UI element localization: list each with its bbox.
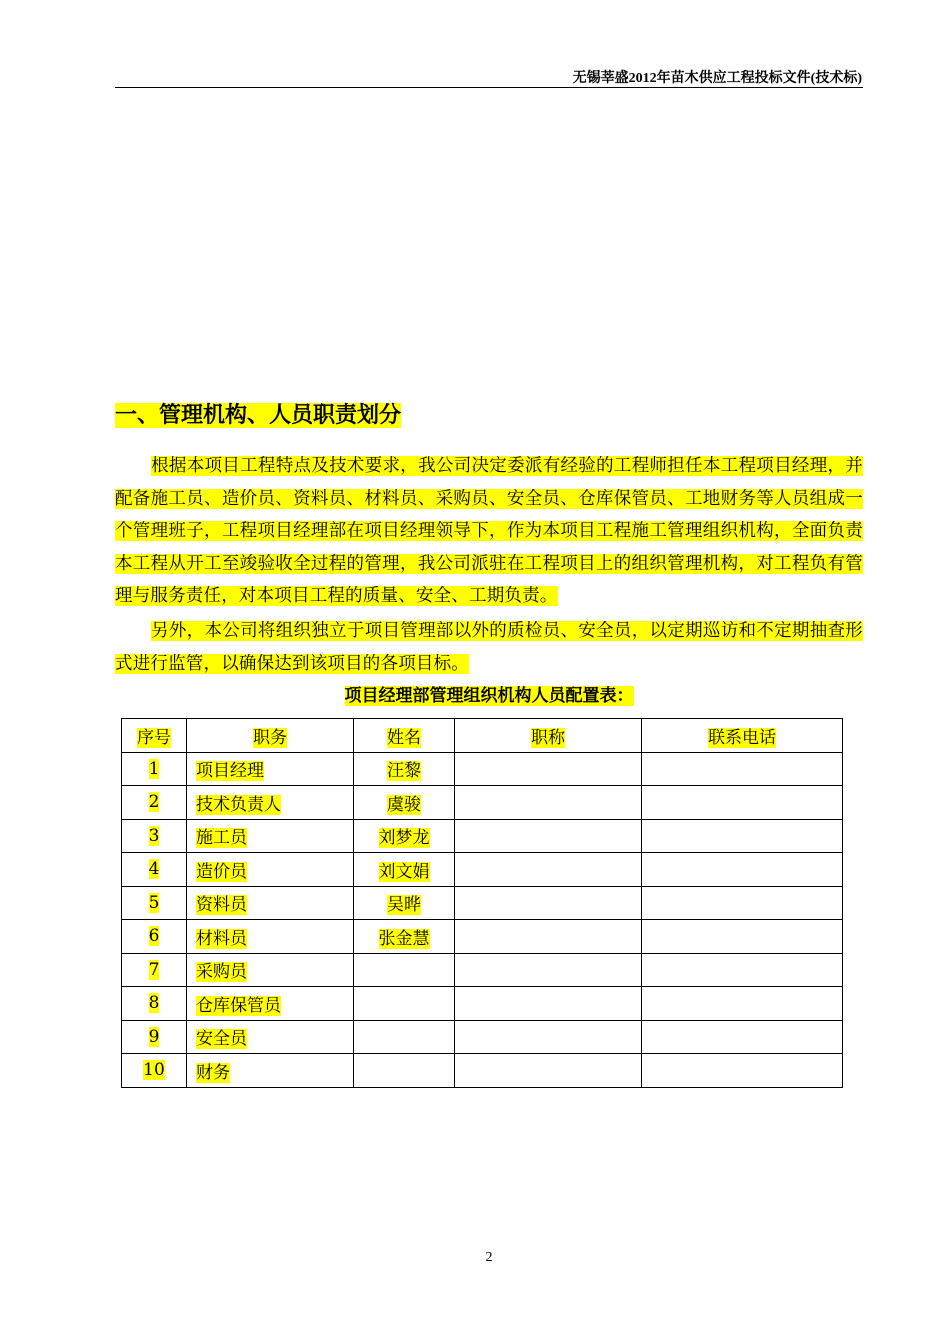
phone-cell bbox=[642, 886, 843, 920]
name-cell: 吴晔 bbox=[354, 886, 455, 920]
index-cell: 10 bbox=[122, 1054, 187, 1088]
position-cell: 资料员 bbox=[187, 886, 354, 920]
table-header-row bbox=[122, 719, 843, 753]
index-cell: 8 bbox=[122, 987, 187, 1021]
title-cell bbox=[455, 1020, 642, 1054]
name-cell bbox=[354, 987, 455, 1021]
name-cell: 刘文娟 bbox=[354, 853, 455, 887]
table-row bbox=[122, 987, 843, 1021]
position-cell: 仓库保管员 bbox=[187, 987, 354, 1021]
paragraph-1-text: 根据本项目工程特点及技术要求，我公司决定委派有经验的工程师担任本工程项目经理，并配备施工员、造价员、资料员、材料员、采购员、安全员、仓库保管员、工地财务等人员组成一个管理班子，工程项目经理部在项目经理领导下，作为本项目工程施工管理组织机构，全面负责本工程从开工至竣验收全过程的管理，我公司派驻在工程项目上的组织管理机构，对工程负有管理与服务责任，对本项目工程的质量、安全、工期负责。 bbox=[115, 456, 863, 606]
position-cell: 采购员 bbox=[187, 953, 354, 987]
position-cell: 财务 bbox=[187, 1054, 354, 1088]
name-cell bbox=[354, 953, 455, 987]
title-cell bbox=[455, 953, 642, 987]
index-cell: 2 bbox=[122, 786, 187, 820]
index-cell: 3 bbox=[122, 819, 187, 853]
table-row bbox=[122, 819, 843, 853]
header-cell-index: 序号 bbox=[122, 719, 187, 753]
document-header: 无锡莘盛2012年苗木供应工程投标文件(技术标) bbox=[572, 71, 862, 86]
position-cell: 材料员 bbox=[187, 920, 354, 954]
staff-table bbox=[121, 718, 843, 1088]
phone-cell bbox=[642, 786, 843, 820]
phone-cell bbox=[642, 819, 843, 853]
table-row bbox=[122, 853, 843, 887]
header-cell-name: 姓名 bbox=[354, 719, 455, 753]
position-cell: 技术负责人 bbox=[187, 786, 354, 820]
title-cell bbox=[455, 786, 642, 820]
phone-cell bbox=[642, 953, 843, 987]
table-row bbox=[122, 786, 843, 820]
header-rule bbox=[115, 87, 863, 88]
title-cell bbox=[455, 1054, 642, 1088]
header-cell-position: 职务 bbox=[187, 719, 354, 753]
table-caption-text: 项目经理部管理组织机构人员配置表： bbox=[344, 686, 634, 706]
table-body bbox=[122, 752, 843, 1087]
table-caption bbox=[0, 682, 950, 710]
position-cell: 施工员 bbox=[187, 819, 354, 853]
paragraph-2-text: 另外，本公司将组织独立于项目管理部以外的质检员、安全员，以定期巡访和不定期抽查形式进行监管，以确保达到该项目的各项目标。 bbox=[115, 621, 863, 674]
phone-cell bbox=[642, 987, 843, 1021]
page-number: 2 bbox=[485, 1250, 493, 1265]
index-cell: 1 bbox=[122, 752, 187, 786]
phone-cell bbox=[642, 752, 843, 786]
name-cell: 汪黎 bbox=[354, 752, 455, 786]
section-heading-text: 一、管理机构、人员职责划分 bbox=[115, 403, 402, 428]
title-cell bbox=[455, 853, 642, 887]
title-cell bbox=[455, 752, 642, 786]
paragraph-2 bbox=[115, 615, 863, 680]
title-cell bbox=[455, 819, 642, 853]
phone-cell bbox=[642, 1020, 843, 1054]
table-row bbox=[122, 953, 843, 987]
table-row bbox=[122, 752, 843, 786]
name-cell: 虞骏 bbox=[354, 786, 455, 820]
name-cell bbox=[354, 1020, 455, 1054]
table-row bbox=[122, 1020, 843, 1054]
index-cell: 9 bbox=[122, 1020, 187, 1054]
phone-cell bbox=[642, 920, 843, 954]
title-cell bbox=[455, 920, 642, 954]
position-cell: 造价员 bbox=[187, 853, 354, 887]
position-cell: 安全员 bbox=[187, 1020, 354, 1054]
name-cell: 刘梦龙 bbox=[354, 819, 455, 853]
paragraph-1 bbox=[115, 450, 863, 613]
title-cell bbox=[455, 886, 642, 920]
name-cell: 张金慧 bbox=[354, 920, 455, 954]
phone-cell bbox=[642, 1054, 843, 1088]
name-cell bbox=[354, 1054, 455, 1088]
title-cell bbox=[455, 987, 642, 1021]
header-cell-phone: 联系电话 bbox=[642, 719, 843, 753]
index-cell: 7 bbox=[122, 953, 187, 987]
table-row bbox=[122, 920, 843, 954]
section-heading bbox=[115, 400, 401, 432]
position-cell: 项目经理 bbox=[187, 752, 354, 786]
index-cell: 4 bbox=[122, 853, 187, 887]
header-cell-title: 职称 bbox=[455, 719, 642, 753]
table-row bbox=[122, 1054, 843, 1088]
index-cell: 5 bbox=[122, 886, 187, 920]
index-cell: 6 bbox=[122, 920, 187, 954]
table-row bbox=[122, 886, 843, 920]
phone-cell bbox=[642, 853, 843, 887]
